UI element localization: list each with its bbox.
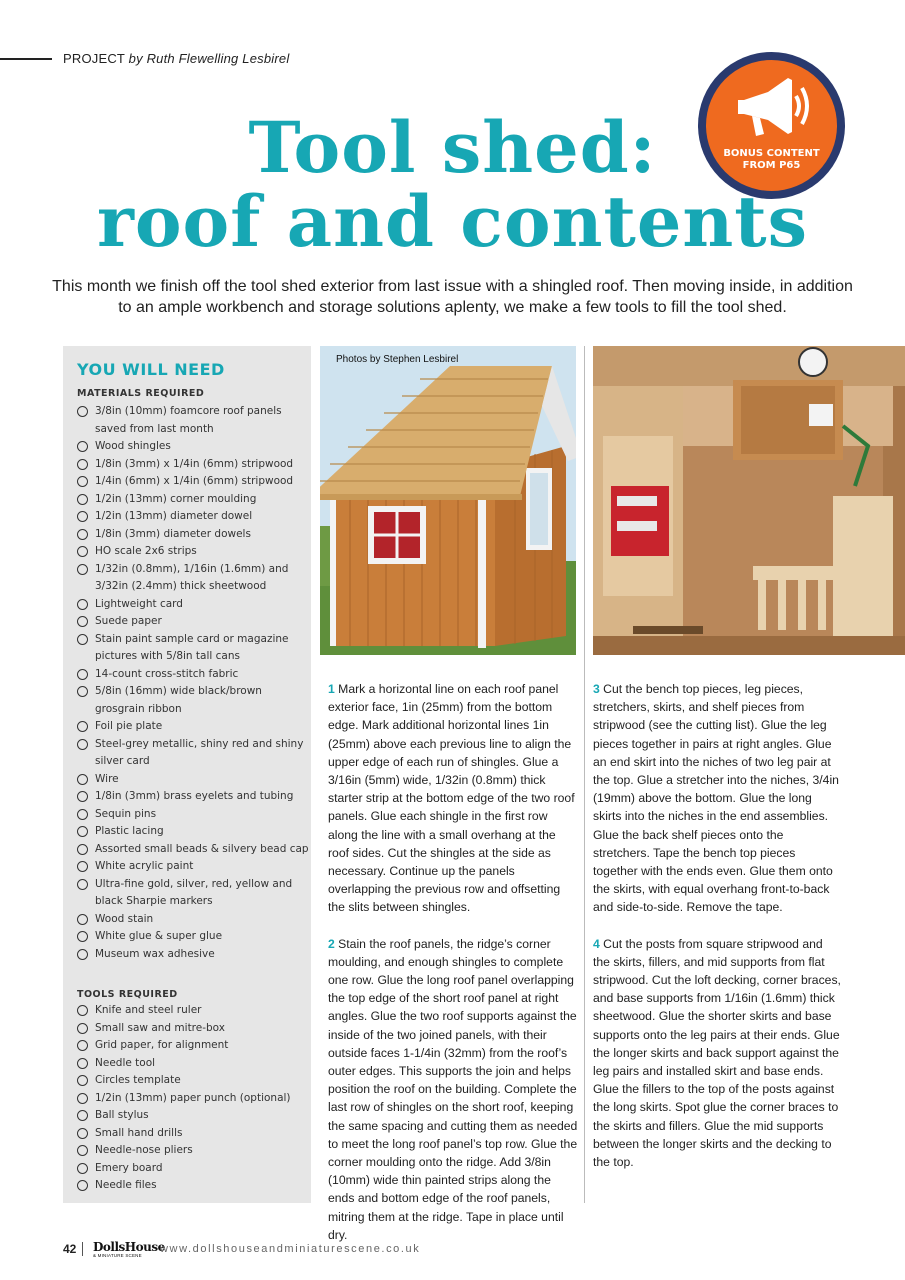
- tools-item: [73, 1090, 309, 1108]
- photo-shed-exterior: [320, 346, 576, 655]
- checkbox-circle-icon: [77, 564, 88, 575]
- title-line-2: roof and contents: [96, 180, 809, 263]
- materials-item-text: Assorted small beads & silvery bead cap: [95, 842, 309, 855]
- materials-item-text: 5/8in (16mm) wide black/brown grosgrain ribbon: [95, 685, 262, 715]
- materials-item-text: Sequin pins: [95, 807, 157, 820]
- section-header: [63, 51, 289, 66]
- checkbox-circle-icon: [77, 511, 88, 522]
- materials-item: [73, 683, 309, 718]
- materials-item-text: Lightweight card: [95, 597, 183, 610]
- materials-item: [73, 543, 309, 561]
- materials-item: [73, 666, 309, 684]
- tools-heading: TOOLS REQUIRED: [77, 989, 178, 1000]
- checkbox-circle-icon: [77, 1180, 88, 1191]
- you-will-need-box: [63, 346, 311, 1203]
- checkbox-circle-icon: [77, 861, 88, 872]
- materials-item: [73, 403, 309, 438]
- materials-item: [73, 508, 309, 526]
- tools-item: [73, 1002, 309, 1020]
- checkbox-circle-icon: [77, 931, 88, 942]
- step-3: [593, 680, 841, 917]
- tools-item: [73, 1020, 309, 1038]
- checkbox-circle-icon: [77, 441, 88, 452]
- materials-item-text: White acrylic paint: [95, 860, 194, 872]
- checkbox-circle-icon: [77, 1040, 88, 1051]
- materials-item-text: 1/8in (3mm) brass eyelets and tubing: [95, 790, 294, 802]
- materials-item-text: Plastic lacing: [95, 825, 164, 837]
- you-will-need-title: YOU WILL NEED: [77, 360, 225, 379]
- materials-item-text: 1/32in (0.8mm), 1/16in (1.6mm) and 3/32in (2.4mm) thick sheetwood: [95, 562, 289, 592]
- magazine-logo-sub: & MINIATURE SCENE: [93, 1253, 142, 1258]
- tools-item-text: Small hand drills: [95, 1126, 183, 1139]
- checkbox-circle-icon: [77, 844, 88, 855]
- materials-item: [73, 596, 309, 614]
- checkbox-circle-icon: [77, 879, 88, 890]
- section-label: PROJECT: [63, 51, 125, 66]
- materials-item: [73, 613, 309, 631]
- checkbox-circle-icon: [77, 406, 88, 417]
- materials-item-text: 1/8in (3mm) diameter dowels: [95, 527, 251, 540]
- materials-item: [73, 841, 309, 859]
- steps-column-1: [328, 680, 578, 1262]
- footer-divider: [82, 1242, 83, 1256]
- badge-line-1: BONUS CONTENT: [723, 148, 820, 159]
- materials-item-text: Stain paint sample card or magazine pictures with 5/8in tall cans: [95, 632, 289, 662]
- checkbox-circle-icon: [77, 616, 88, 627]
- materials-item-text: Wire: [95, 772, 119, 785]
- checkbox-circle-icon: [77, 791, 88, 802]
- materials-item-text: 1/4in (6mm) x 1/4in (6mm) stripwood: [95, 475, 294, 487]
- page-number: 42: [63, 1242, 77, 1256]
- website-url[interactable]: www.dollshouseandminiaturescene.co.uk: [160, 1243, 421, 1255]
- tools-item-text: Needle-nose pliers: [95, 1144, 193, 1156]
- steps-column-2: [593, 680, 841, 1189]
- materials-item-text: Steel-grey metallic, shiny red and shiny silver card: [95, 737, 304, 767]
- materials-item: [73, 928, 309, 946]
- step-number: 4: [593, 936, 600, 951]
- materials-item-text: Ultra-fine gold, silver, red, yellow and black Sharpie markers: [95, 877, 293, 907]
- checkbox-circle-icon: [77, 1075, 88, 1086]
- step-number: 2: [328, 936, 335, 951]
- tools-item-text: Knife and steel ruler: [95, 1004, 202, 1016]
- checkbox-circle-icon: [77, 1163, 88, 1174]
- checkbox-circle-icon: [77, 809, 88, 820]
- materials-item: [73, 858, 309, 876]
- materials-item: [73, 473, 309, 491]
- materials-item-text: 14-count cross-stitch fabric: [95, 667, 239, 680]
- checkbox-circle-icon: [77, 1058, 88, 1069]
- checkbox-circle-icon: [77, 739, 88, 750]
- checkbox-circle-icon: [77, 459, 88, 470]
- tools-item-text: Ball stylus: [95, 1109, 149, 1121]
- materials-item: [73, 771, 309, 789]
- materials-item: [73, 561, 309, 596]
- materials-item-text: Foil pie plate: [95, 720, 163, 732]
- title-line-1: Tool shed:: [248, 106, 657, 189]
- materials-item: [73, 491, 309, 509]
- checkbox-circle-icon: [77, 686, 88, 697]
- tools-item-text: Emery board: [95, 1161, 163, 1174]
- tools-item-text: Circles template: [95, 1074, 181, 1086]
- tools-item-text: Needle files: [95, 1179, 157, 1191]
- step-text: Cut the bench top pieces, leg pieces, stretchers, skirts, and shelf pieces from stripwood (see the cutting list). Glue the leg pieces together in pairs at right angles. Glue an end skirt into the niches of two leg pair at the top. Glue a stretcher into the niches, 3/4in (19mm) above the bottom. Glue the long skirts into the niches in the end assemblies. Glue the back shelf pieces onto the stretchers. Tape the bench top pieces together with the ends even. Glue them onto the skirts, with equal overhang front-to-back and side-to-side. Remove the tape.: [593, 682, 839, 915]
- materials-item: [73, 718, 309, 736]
- tools-item: [73, 1125, 309, 1143]
- checkbox-circle-icon: [77, 826, 88, 837]
- step-text: Cut the posts from square stripwood and the skirts, fillers, and mid supports from flat stripwood. Cut the loft decking, corner braces, and base supports from 1/16in (1.6mm) thick sheetwood. Glue the shorter skirts and base supports onto the leg pairs at their ends. Glue the longer skirts and back support against the leg pairs and installed skirt and base ends. Glue the fillers to the top of the posts against the long skirts. Spot glue the corner braces to the skirts and fillers. Glue the mid supports between the longer skirts and the decking to the top.: [593, 936, 841, 1170]
- photo-credit: Photos by Stephen Lesbirel: [336, 354, 459, 365]
- materials-item: [73, 823, 309, 841]
- materials-list: [73, 403, 309, 963]
- step-2: [328, 935, 578, 1244]
- materials-item-text: White glue & super glue: [95, 930, 223, 942]
- tools-item-text: Small saw and mitre-box: [95, 1021, 225, 1034]
- materials-item: [73, 438, 309, 456]
- checkbox-circle-icon: [77, 1005, 88, 1016]
- step-text: Mark a horizontal line on each roof panel exterior face, 1in (25mm) from the bottom edge. Mark additional horizontal lines 1in (25mm) above each previous line to align the upper edge of each run of shingles. Glue a 3/16in (5mm) wide, 1/32in (0.8mm) thick starter strip at the bottom edge of the two roof panels. Glue each shingle in the first row along the line with a small overhang at the roof sides. Cut the shingles at the side as necessary. Continue up the panels overlapping the previous row and offsetting the slits between shingles.: [328, 682, 575, 915]
- byline: by Ruth Flewelling Lesbirel: [128, 51, 290, 66]
- shed-exterior-illustration: [320, 346, 576, 655]
- checkbox-circle-icon: [77, 914, 88, 925]
- checkbox-circle-icon: [77, 721, 88, 732]
- checkbox-circle-icon: [77, 1023, 88, 1034]
- materials-item-text: Museum wax adhesive: [95, 947, 215, 960]
- step-4: [593, 935, 841, 1172]
- tools-item-text: Grid paper, for alignment: [95, 1039, 229, 1051]
- tools-item: [73, 1107, 309, 1125]
- materials-item-text: Wood shingles: [95, 440, 171, 452]
- checkbox-circle-icon: [77, 476, 88, 487]
- materials-item-text: 1/8in (3mm) x 1/4in (6mm) stripwood: [95, 457, 294, 470]
- materials-item: [73, 526, 309, 544]
- checkbox-circle-icon: [77, 634, 88, 645]
- tools-item: [73, 1177, 309, 1195]
- checkbox-circle-icon: [77, 599, 88, 610]
- materials-item: [73, 631, 309, 666]
- step-number: 3: [593, 682, 600, 696]
- badge-line-2: FROM P65: [742, 160, 801, 171]
- materials-item-text: Suede paper: [95, 615, 162, 627]
- materials-item-text: 3/8in (10mm) foamcore roof panels saved from last month: [95, 405, 282, 435]
- checkbox-circle-icon: [77, 1145, 88, 1156]
- checkbox-circle-icon: [77, 1110, 88, 1121]
- materials-item-text: HO scale 2x6 strips: [95, 545, 197, 557]
- checkbox-circle-icon: [77, 1128, 88, 1139]
- checkbox-circle-icon: [77, 546, 88, 557]
- materials-item: [73, 806, 309, 824]
- header-rule: [0, 58, 52, 60]
- column-divider: [584, 346, 585, 1203]
- magazine-logo: DollsHouse: [93, 1240, 165, 1254]
- tools-item: [73, 1160, 309, 1178]
- materials-item: [73, 788, 309, 806]
- tools-item: [73, 1142, 309, 1160]
- step-1: [328, 680, 578, 917]
- tools-item: [73, 1072, 309, 1090]
- checkbox-circle-icon: [77, 669, 88, 680]
- checkbox-circle-icon: [77, 774, 88, 785]
- materials-item-text: 1/2in (13mm) corner moulding: [95, 492, 257, 505]
- materials-item: [73, 876, 309, 911]
- materials-item: [73, 736, 309, 771]
- materials-item-text: Wood stain: [95, 912, 154, 925]
- step-number: 1: [328, 682, 335, 696]
- photo-shed-interior: [593, 346, 905, 655]
- checkbox-circle-icon: [77, 949, 88, 960]
- tools-list: [73, 1002, 309, 1195]
- checkbox-circle-icon: [77, 494, 88, 505]
- materials-item-text: 1/2in (13mm) diameter dowel: [95, 510, 253, 522]
- tools-item-text: Needle tool: [95, 1056, 156, 1069]
- tools-item: [73, 1055, 309, 1073]
- tools-item-text: 1/2in (13mm) paper punch (optional): [95, 1091, 291, 1104]
- step-text: Stain the roof panels, the ridge’s corner moulding, and enough shingles to complete one row. Glue the long roof panel overlapping the top edge of the short roof panel at right angles. Glue the two roof supports against the inside of the two joined panels, with their outside faces 1-1/4in (32mm) from the roof’s outer edges. This supports the join and helps position the roof on the building. Complete the last row of shingles on the short roof, keeping the same spacing and cutting them as needed to meet the long roof panel’s top row. Glue the corner moulding onto the ridge. Add 3/8in (10mm) wide thin painted strips along the ends and bottom edge of the roof panels, mitring them at the ridge. Tape in place until dry.: [328, 936, 578, 1242]
- tools-item: [73, 1037, 309, 1055]
- checkbox-circle-icon: [77, 1093, 88, 1104]
- materials-heading: MATERIALS REQUIRED: [77, 388, 205, 399]
- shed-interior-illustration: [593, 346, 905, 655]
- checkbox-circle-icon: [77, 529, 88, 540]
- materials-item: [73, 911, 309, 929]
- intro-paragraph: This month we finish off the tool shed exterior from last issue with a shingled roof. Then moving inside, in addition to an ample workbench and storage solutions aplenty, we make a few tools to fill the tool shed.: [52, 278, 853, 316]
- materials-item: [73, 456, 309, 474]
- materials-item: [73, 946, 309, 964]
